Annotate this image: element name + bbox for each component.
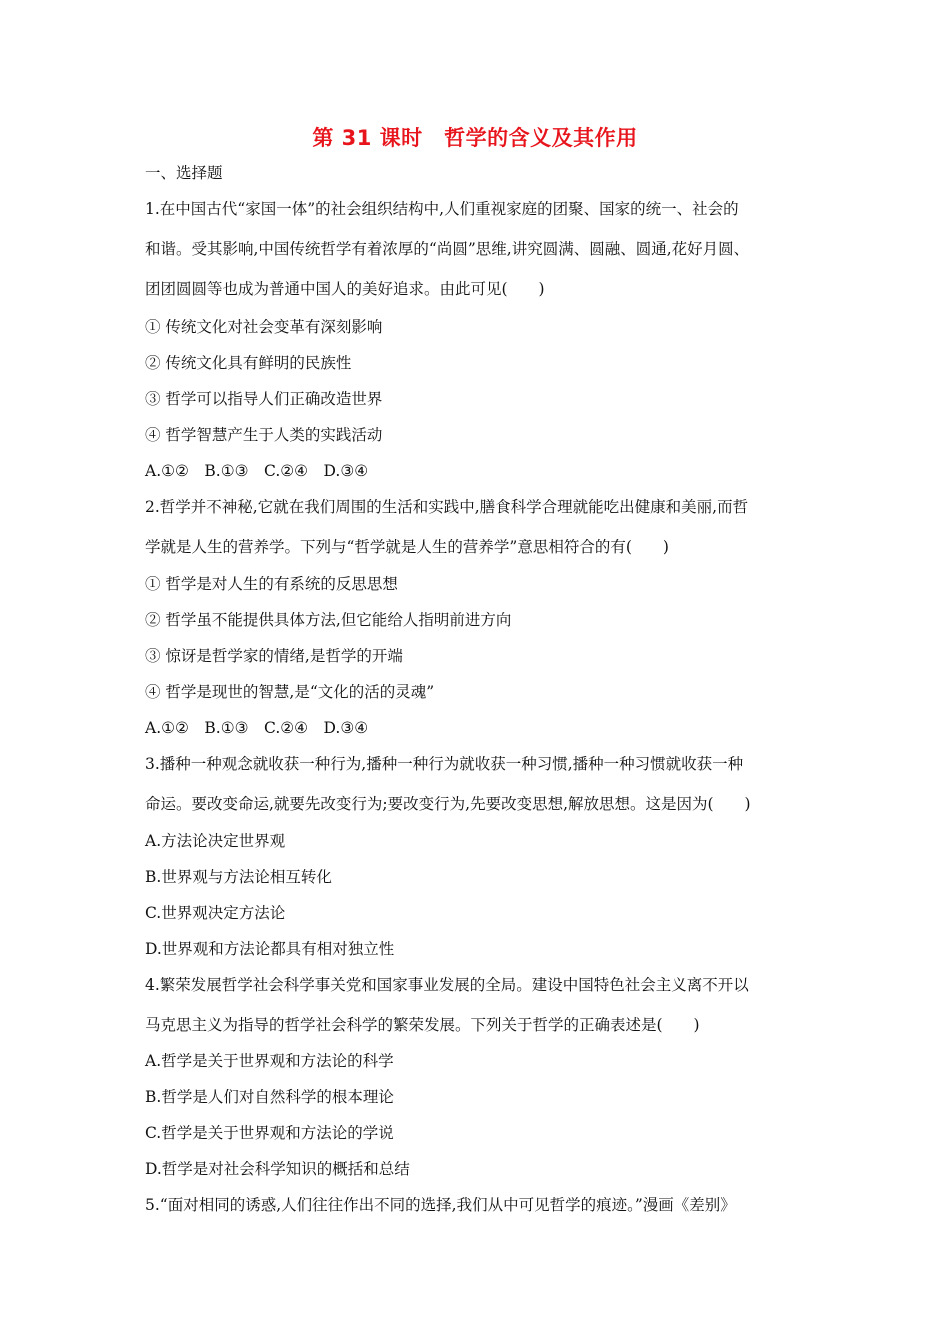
text-line: 马克思主义为指导的哲学社会科学的繁荣发展。下列关于哲学的正确表述是( ) bbox=[145, 1016, 700, 1034]
text-line: 4.繁荣发展哲学社会科学事关党和国家事业发展的全局。建设中国特色社会主义离不开以 bbox=[145, 976, 749, 994]
text-line: ② 哲学虽不能提供具体方法,但它能给人指明前进方向 bbox=[145, 611, 512, 629]
section-heading: 一、选择题 bbox=[145, 164, 223, 182]
text-line: C.哲学是关于世界观和方法论的学说 bbox=[145, 1124, 394, 1142]
text-line: A.①② B.①③ C.②④ D.③④ bbox=[145, 719, 369, 737]
page-title: 第 31 课时 哲学的含义及其作用 bbox=[312, 126, 638, 150]
text-line: D.世界观和方法论都具有相对独立性 bbox=[145, 940, 395, 958]
text-line: ① 哲学是对人生的有系统的反思思想 bbox=[145, 575, 398, 593]
text-line: 学就是人生的营养学。下列与“哲学就是人生的营养学”意思相符合的有( ) bbox=[145, 538, 669, 556]
text-line: ③ 哲学可以指导人们正确改造世界 bbox=[145, 390, 383, 408]
text-line: D.哲学是对社会科学知识的概括和总结 bbox=[145, 1160, 410, 1178]
text-line: 命运。要改变命运,就要先改变行为;要改变行为,先要改变思想,解放思想。这是因为( ) bbox=[145, 795, 751, 813]
text-line: A.①② B.①③ C.②④ D.③④ bbox=[145, 462, 369, 480]
text-line: 1.在中国古代“家国一体”的社会组织结构中,人们重视家庭的团聚、国家的统一、社会的 bbox=[145, 200, 739, 218]
text-line: 和谐。受其影响,中国传统哲学有着浓厚的“尚圆”思维,讲究圆满、圆融、圆通,花好月圆、 bbox=[145, 240, 750, 258]
text-line: A.方法论决定世界观 bbox=[145, 832, 286, 850]
text-line: ④ 哲学智慧产生于人类的实践活动 bbox=[145, 426, 383, 444]
text-line: ④ 哲学是现世的智慧,是“文化的活的灵魂” bbox=[145, 683, 435, 701]
text-line: C.世界观决定方法论 bbox=[145, 904, 286, 922]
text-line: 3.播种一种观念就收获一种行为,播种一种行为就收获一种习惯,播种一种习惯就收获一种 bbox=[145, 755, 744, 773]
text-line: 团团圆圆等也成为普通中国人的美好追求。由此可见( ) bbox=[145, 280, 545, 298]
text-line: ① 传统文化对社会变革有深刻影响 bbox=[145, 318, 383, 336]
text-line: B.世界观与方法论相互转化 bbox=[145, 868, 332, 886]
text-line: 5.“面对相同的诱惑,人们往往作出不同的选择,我们从中可见哲学的痕迹。”漫画《差别》 bbox=[145, 1196, 736, 1214]
text-line: A.哲学是关于世界观和方法论的科学 bbox=[145, 1052, 394, 1070]
text-line: B.哲学是人们对自然科学的根本理论 bbox=[145, 1088, 394, 1106]
text-line: ② 传统文化具有鲜明的民族性 bbox=[145, 354, 352, 372]
text-line: 2.哲学并不神秘,它就在我们周围的生活和实践中,膳食科学合理就能吃出健康和美丽,而哲 bbox=[145, 498, 749, 516]
text-line: ③ 惊讶是哲学家的情绪,是哲学的开端 bbox=[145, 647, 403, 665]
